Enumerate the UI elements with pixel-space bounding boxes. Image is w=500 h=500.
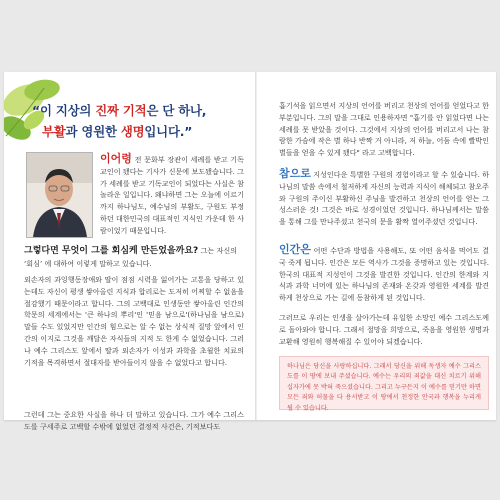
- headline-highlight: 진짜 기적: [95, 103, 147, 118]
- booklet-spread: [4, 72, 496, 431]
- headline-line2: [32, 121, 242, 142]
- callout-box: [279, 356, 489, 410]
- section-paragraph: [279, 168, 489, 228]
- section-heading: 인간은: [279, 243, 311, 256]
- section-text: 지성인다운 특별한 구원의 경험이라고 할 수 있습니다. 하나님의 말씀 속에서 철저하게 자신의 능력과 지식이 해체되고 참오주와 구원의 주이신 부활하신 주님을 발견하고 천상의 언어를 얻는 그 성스러운 것! 그것은 바로 성경이었던 것입니다. 하나님께서는 말씀을 통해 그를 만나주셨고 천국의 문을 활짝 열어주셨던 것입니다.: [279, 170, 489, 227]
- callout-text: 하나님은 당신을 사랑하십니다. 그래서 당신을 위해 독생자 예수 그리스도를 이 땅에 보내 주셨습니다. 예수는 우리의 죄값을 대신 치르기 위해 십자가에 못 박혀 죽으셨습니다. 그리고 누구든지 이 예수를 믿기만 하면 모든 죄와 허물을 다 용서받고 이 땅에서 천정한 안국과 행복을 누리게 될 수 있습니다.: [287, 363, 481, 412]
- body-paragraph: 그러므로 우리는 인생을 살아가는데 유일한 소망인 예수 그리스도께로 돌아와야 합니다. 그래서 절망을 희망으로, 죽음을 영원한 생명과 교환해 영원히 행복해질 수 있어야 되겠습니다.: [279, 313, 489, 346]
- page-headline: [32, 100, 242, 142]
- section-paragraph: [279, 244, 489, 304]
- headline-part: 입니다.”: [144, 124, 193, 139]
- body-paragraph: 그런데 그는 중요한 사실을 하나 더 말하고 있습니다. 그가 예수 그리스도를 구세주로 고백할 수밖에 없었던 결정적 사건은, 기적보다도: [24, 410, 244, 431]
- intro-paragraph: [100, 153, 244, 237]
- question-paragraph: [24, 245, 244, 270]
- intro-text: 전 문화부 장관이 세례를 받고 기독교인이 됐다는 기사가 신문에 보도됐습니다. 그가 세례를 받고 기독교인이 되었다는 사실은 참 놀라운 일입니다. 왜냐하면 그는 오늘에 이르기까지 하나님도, 예수님의 부활도, 구원도 부정하던 대한민국의 대표적인 지식인 가운데 한 사람이었기 때문입니다.: [100, 155, 244, 235]
- headline-highlight: 부활: [42, 124, 66, 139]
- headline-part: 과 영원한: [65, 124, 121, 139]
- question-rest: 그는 자신의 ‘회심’ 에 대하여 이렇게 말하고 있습니다.: [24, 246, 238, 268]
- body-paragraph: 외손자의 과잉행동장애와 딸이 점점 시력을 잃어가는 고통을 당하고 있는데도 자신이 평생 쌓아올린 지식과 합리로는 도저히 어찌할 수 없음을 절감했기 때문이라고 합니다. 그의 고백대로 인생동안 쌓아올린 인간의 학문의 세계에서는 '큰 하나의 뿌리'인 '믿음 남으로'(하나님을 남으로) 말들 수도 있었지만 인간의 힘으로는 알 수 없는 상식적 질망 앞에서 인간의 이지로 그것을 깨달은 자식들의 지적 도 한게 수 없었습니다. 그러나 예수 그리스도 앞에서 딸과 외손자가 이성과 과학을 초월한 치료의 기적을 목격하면서 절대자를 받아들이지 않을 수 없었다고 합니다.: [24, 275, 244, 367]
- headline-part: “이 지상의: [32, 103, 96, 118]
- body-paragraph: 흡기석을 읽으면서 지상의 언어를 버리고 천상의 언어를 얻었다고 한 부분입니다. 그의 말을 그대로 인용하자면 "흡기를 안 읽었다면 나는 세례를 못 받았을 것이다. 그것에서 지상의 언어를 버리고서 나는 참람한 가슴에 작은 별 하나 반짝 거 아니라, 저 하늘, 어둠 속에 빨박인 별들을 얻을 수 있게 됐다" 라고 고백합니다.: [279, 101, 489, 158]
- question-bold: 그렇다면 무엇이 그를 회심케 만든었을까요?: [24, 246, 199, 257]
- left-page: [4, 72, 254, 431]
- headline-part: 은 단 하나,: [146, 103, 207, 118]
- headline-highlight: 생명: [120, 124, 145, 139]
- portrait-photo: [26, 152, 93, 238]
- section-text: 어떤 수단과 방법을 사용해도, 또 어떤 음식을 먹어도 결국 죽게 됩니다. 인간은 모든 역사가 그것을 증명하고 있는 것입니다. 한국의 대표적 지성인이 그것을 발견한 것입니다. 인간의 한계와 지식과 과학 너머에 있는 하나님의 존재와 온갖과 영원한 세계를 발견하게 천상으로 가는 길에 동참하게 된 것입니다.: [279, 246, 489, 303]
- right-page: [257, 72, 496, 420]
- section-heading: 참으로: [279, 167, 311, 180]
- intro-name: 이어령: [100, 152, 132, 165]
